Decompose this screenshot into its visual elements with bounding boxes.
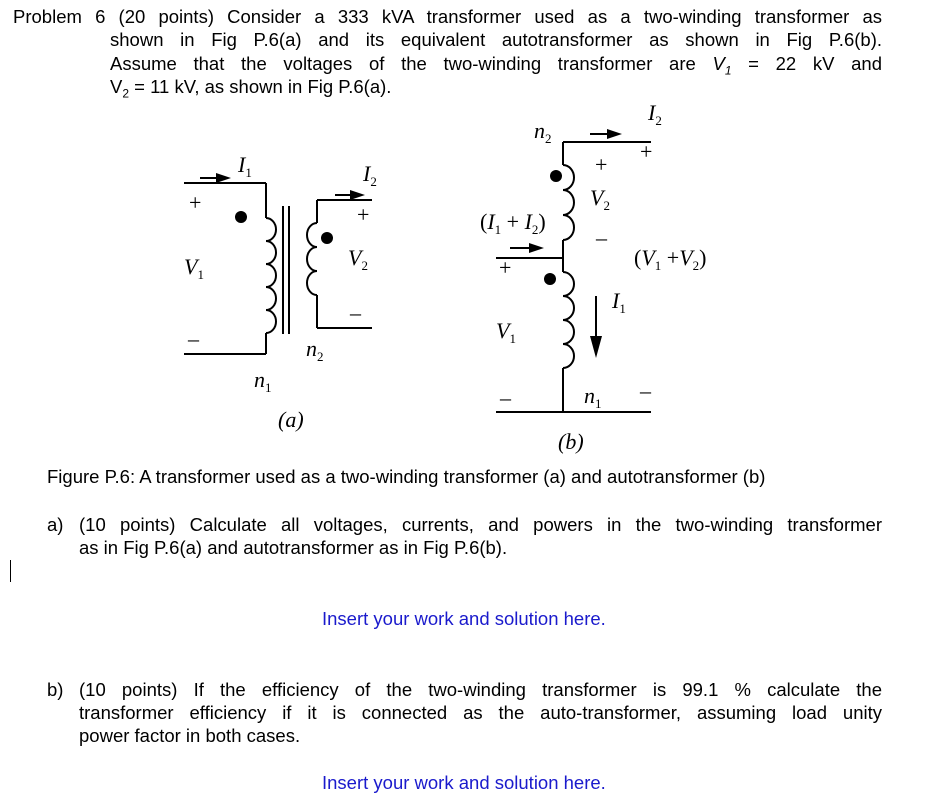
b-series-coil xyxy=(563,165,574,240)
a-plus-v2: + xyxy=(357,202,370,227)
a-primary-dot xyxy=(235,211,247,223)
b-i2-arrowhead xyxy=(607,129,622,139)
a-secondary-dot xyxy=(321,232,333,244)
b-isum-arrowhead xyxy=(529,243,544,253)
part-b-line-3: power factor in both cases. xyxy=(79,725,301,746)
b-n1-label: $n_1$ xyxy=(584,383,602,411)
a-minus-v1: – xyxy=(188,326,199,351)
b-n2-label: $n_2$ xyxy=(534,118,552,146)
insert-solution-b[interactable]: Insert your work and solution here. xyxy=(322,772,606,793)
a-plus-v1: + xyxy=(189,190,202,215)
b-minus-v2: – xyxy=(596,225,607,250)
v2-expression: $V_2 = 11$ kV, as shown in Fig P.6(a). xyxy=(110,76,392,101)
a-i2-label: $I_2$ xyxy=(363,161,377,189)
b-plus-v1: + xyxy=(499,255,512,280)
a-i1-label: $I_1$ xyxy=(238,152,252,180)
b-plus-v2: + xyxy=(595,152,608,177)
b-minus-v1: – xyxy=(500,385,511,410)
part-b-line-1: (10 points) If the efficiency of the two-winding transformer is 99.1 % calculate the xyxy=(79,679,882,700)
b-i2-label: $I_2$ xyxy=(648,100,662,128)
b-v1-label: $V_1$ xyxy=(496,318,516,346)
b-common-dot xyxy=(544,273,556,285)
b-plus-top: + xyxy=(640,139,653,164)
problem-line-1: Problem 6 (20 points) Consider a 333 kVA transformer used as a two-winding transformer as xyxy=(13,6,882,27)
text-cursor xyxy=(10,560,11,582)
a-i2-arrowhead xyxy=(350,190,365,200)
a-secondary-coil xyxy=(307,223,317,295)
part-a-line-2: as in Fig P.6(a) and autotransformer as in Fig P.6(b). xyxy=(79,537,508,558)
figure-b xyxy=(496,142,651,412)
b-vsum-label: $(V_1 +V_2)$ xyxy=(634,245,707,273)
a-n1-label: $n_1$ xyxy=(254,367,272,395)
b-v2-label: $V_2$ xyxy=(590,185,610,213)
b-common-coil xyxy=(563,272,574,368)
part-a-marker: a) xyxy=(47,514,64,535)
part-b-line-2: transformer efficiency if it is connected as the auto-transformer, assuming load unity xyxy=(79,702,882,723)
a-v1-label: $V_1$ xyxy=(184,254,204,282)
part-a-line-1: (10 points) Calculate all voltages, currents, and powers in the two-winding transformer xyxy=(79,514,882,535)
b-i1-label: $I_1$ xyxy=(612,288,626,316)
a-caption-label: (a) xyxy=(278,407,304,432)
b-isum-label: $(I_1 + I_2)$ xyxy=(480,209,546,237)
b-series-dot xyxy=(550,170,562,182)
a-i1-arrowhead xyxy=(216,173,231,183)
a-n2-label: $n_2$ xyxy=(306,336,324,364)
a-primary-coil xyxy=(266,218,276,333)
figure-b-labels xyxy=(480,100,706,454)
problem-line-2: shown in Fig P.6(a) and its equivalent autotransformer as shown in Fig P.6(b). xyxy=(110,29,882,50)
b-minus-right: – xyxy=(640,378,651,403)
v1-expression: $V_1 = 22$ kV and xyxy=(712,53,883,78)
part-b-marker: b) xyxy=(47,679,64,700)
figure-a xyxy=(184,183,372,354)
problem-line-3-text: Assume that the voltages of the two-winding transformer are xyxy=(110,53,696,74)
insert-solution-a[interactable]: Insert your work and solution here. xyxy=(322,608,606,629)
figure-caption: Figure P.6: A transformer used as a two-winding transformer (a) and autotransformer (b) xyxy=(47,466,766,487)
a-minus-v2: – xyxy=(350,300,361,325)
b-caption-label: (b) xyxy=(558,429,584,454)
a-v2-label: $V_2$ xyxy=(348,245,368,273)
b-i1-arrowhead xyxy=(590,336,602,358)
